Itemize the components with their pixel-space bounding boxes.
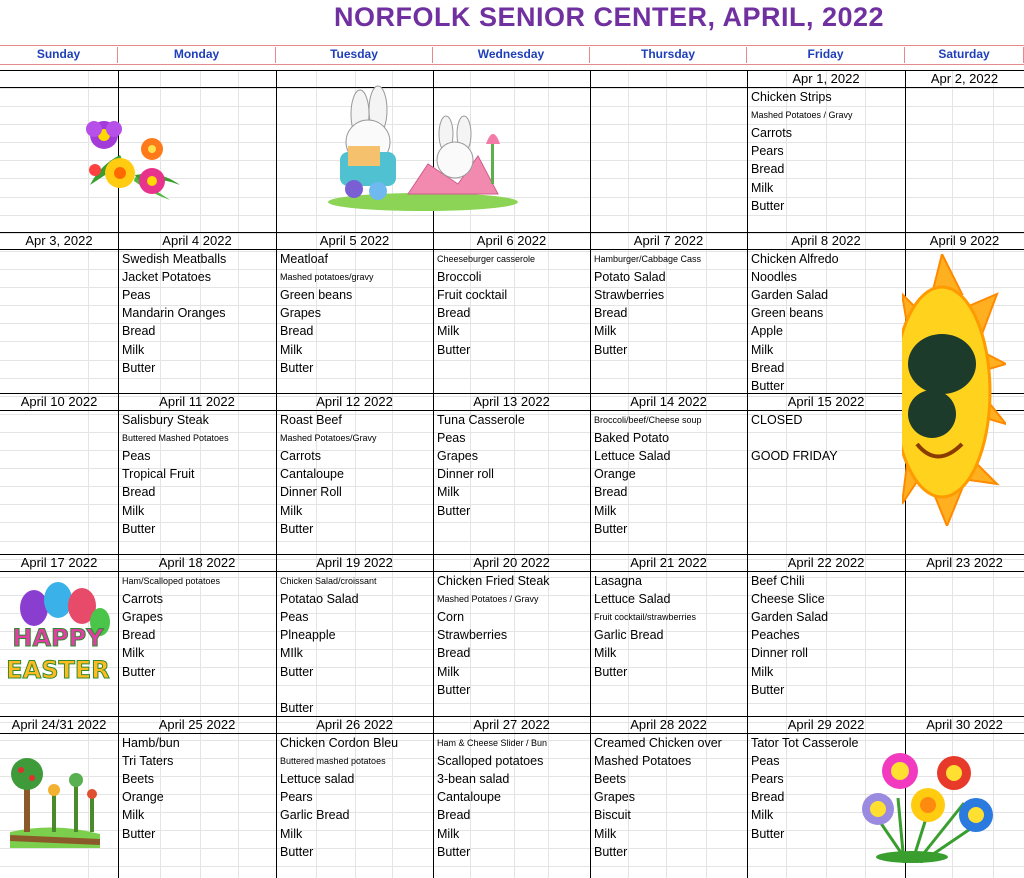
menu-item: Cantaloupe — [437, 790, 501, 805]
menu-item: Garlic Bread — [594, 628, 664, 643]
date-label: April 29 2022 — [787, 717, 865, 732]
menu-item: Peas — [437, 431, 466, 446]
menu-item: Orange — [594, 467, 636, 482]
grid-line — [0, 287, 1024, 288]
svg-text:EASTER: EASTER — [6, 656, 110, 684]
menu-item: Bread — [437, 646, 471, 661]
menu-item: Mashed Potatoes / Gravy — [751, 110, 853, 121]
menu-item: Butter — [280, 700, 314, 715]
menu-item: Milk — [122, 646, 145, 661]
menu-item: Mashed potatoes/gravy — [280, 272, 374, 283]
menu-item: Scalloped potatoes — [437, 754, 544, 769]
menu-item: Noodles — [751, 270, 797, 285]
menu-item: Roast Beef — [280, 413, 342, 427]
menu-item: Ham/Scalloped potatoes — [122, 576, 221, 586]
menu-item: Milk — [280, 342, 303, 357]
menu-item: Hamb/bun — [122, 736, 180, 750]
menu-item: Pears — [751, 144, 784, 159]
date-label: April 13 2022 — [473, 394, 550, 409]
menu-item: Peas — [122, 449, 151, 464]
date-label: April 25 2022 — [158, 717, 236, 732]
menu-item: Bread — [594, 485, 628, 500]
menu-item: Milk — [437, 826, 460, 841]
menu-item: Dinner roll — [437, 467, 494, 482]
menu-item: Milk — [594, 503, 617, 518]
menu-item: Potatao Salad — [280, 592, 359, 607]
date-label: Apr 1, 2022 — [792, 71, 860, 86]
date-label: April 6 2022 — [476, 233, 547, 248]
menu-item: Milk — [280, 826, 303, 841]
date-label: April 23 2022 — [926, 555, 1003, 570]
menu-item: GOOD FRIDAY — [751, 449, 838, 464]
date-label: April 10 2022 — [20, 394, 98, 409]
menu-item: Butter — [280, 360, 314, 375]
menu-item: Jacket Potatoes — [122, 270, 211, 285]
menu-item: Butter — [122, 664, 156, 679]
menu-item: Chicken Fried Steak — [437, 574, 550, 588]
menu-item: Biscuit — [594, 808, 631, 823]
menu-item: Butter — [751, 826, 785, 841]
menu-item: Meatloaf — [280, 252, 328, 266]
menu-item: Bread — [437, 306, 471, 321]
date-label: April 24/31 2022 — [11, 717, 107, 732]
menu-item: Bread — [280, 324, 314, 339]
menu-item: Grapes — [437, 449, 478, 464]
menu-item: Milk — [594, 826, 617, 841]
grid-line — [826, 70, 827, 878]
menu-item: Beets — [122, 772, 154, 787]
menu-item: Lettuce Salad — [594, 592, 671, 607]
menu-item: Pears — [751, 772, 784, 787]
menu-item: Grapes — [122, 610, 163, 625]
menu-item: Peas — [280, 610, 309, 625]
menu-item: Orange — [122, 790, 164, 805]
day-header-sunday: Sunday — [0, 47, 118, 63]
menu-item: Bread — [751, 360, 785, 375]
menu-item: Hamburger/Cabbage Cass — [594, 254, 702, 264]
menu-item: Garlic Bread — [280, 808, 350, 823]
menu-item: Buttered mashed potatoes — [280, 756, 386, 767]
menu-item: Peaches — [751, 628, 800, 643]
date-label: April 20 2022 — [473, 555, 550, 570]
menu-item: Butter — [122, 360, 156, 375]
date-label: April 21 2022 — [630, 555, 707, 570]
menu-item: Chicken Salad/croissant — [280, 576, 377, 586]
menu-item: Milk — [122, 808, 145, 823]
grid-line — [0, 450, 1024, 451]
menu-item: Milk — [122, 342, 145, 357]
menu-item: Bread — [437, 808, 471, 823]
menu-item: Milk — [437, 324, 460, 339]
menu-item: Milk — [122, 503, 145, 518]
menu-item: Fruit cocktail — [437, 288, 508, 303]
day-header-thursday: Thursday — [590, 47, 747, 63]
menu-item: Garden Salad — [751, 288, 829, 303]
menu-item: Carrots — [122, 592, 163, 607]
date-label: April 26 2022 — [316, 717, 393, 732]
menu-item: Green beans — [280, 288, 353, 303]
menu-item: Creamed Chicken over — [594, 736, 722, 750]
menu-item: Baked Potato — [594, 431, 670, 446]
menu-item: Mandarin Oranges — [122, 306, 226, 321]
menu-item: Tator Tot Casserole — [751, 736, 859, 750]
grid-line — [200, 70, 201, 878]
menu-item: Milk — [594, 646, 617, 661]
menu-item: Dinner roll — [751, 646, 808, 661]
date-label: April 14 2022 — [630, 394, 707, 409]
menu-item: Ham & Cheese Slider / Bun — [437, 738, 548, 748]
menu-item: Bread — [751, 162, 785, 177]
grid-line — [0, 685, 1024, 686]
column-border — [590, 70, 591, 878]
menu-item: Bread — [751, 790, 785, 805]
menu-item: Butter — [751, 682, 785, 697]
menu-item: Butter — [280, 844, 314, 859]
menu-item: Grapes — [594, 790, 635, 805]
menu-item: Lettuce salad — [280, 772, 355, 787]
date-label: April 8 2022 — [791, 233, 861, 248]
date-label: April 17 2022 — [20, 555, 98, 570]
date-label: Apr 3, 2022 — [25, 233, 93, 248]
menu-item: Plneapple — [280, 628, 336, 643]
grid-line — [0, 703, 1024, 704]
menu-item: Apple — [751, 324, 783, 339]
date-label: April 7 2022 — [633, 233, 704, 248]
menu-item: Milk — [437, 664, 460, 679]
menu-item: Milk — [751, 180, 774, 195]
menu-item: Beef Chili — [751, 574, 805, 588]
grid-line — [0, 649, 1024, 650]
date-label: April 18 2022 — [158, 555, 236, 570]
menu-item: Pears — [280, 790, 313, 805]
day-header-friday: Friday — [747, 47, 905, 63]
menu-item: Garden Salad — [751, 610, 829, 625]
bunnies-clipart — [318, 84, 522, 212]
happy-easter-clipart — [6, 580, 110, 698]
svg-text:HAPPY: HAPPY — [12, 624, 104, 652]
menu-item: Butter — [594, 521, 628, 536]
date-label: April 22 2022 — [787, 555, 865, 570]
menu-item: Bread — [594, 306, 628, 321]
menu-item: Mashed Potatoes/Gravy — [280, 433, 377, 444]
menu-item: Butter — [594, 844, 628, 859]
menu-item: Butter — [122, 826, 156, 841]
menu-item: Tuna Casserole — [437, 413, 525, 427]
grid-line — [0, 541, 1024, 542]
menu-item: Bread — [122, 628, 156, 643]
smiley-flowers-clipart — [854, 753, 1004, 863]
date-label: Apr 2, 2022 — [930, 71, 999, 86]
menu-item: Chicken Cordon Bleu — [280, 736, 399, 750]
menu-item: Carrots — [280, 449, 321, 464]
date-label: April 27 2022 — [473, 717, 550, 732]
menu-item: Swedish Meatballs — [122, 252, 227, 266]
menu-item: Green beans — [751, 306, 824, 321]
date-label: April 4 2022 — [162, 233, 232, 248]
menu-item: Bread — [122, 324, 156, 339]
menu-item: Cantaloupe — [280, 467, 344, 482]
menu-item: Tri Taters — [122, 754, 174, 769]
menu-item: Dinner Roll — [280, 485, 342, 500]
menu-item: Butter — [594, 664, 628, 679]
grid-line — [238, 70, 239, 878]
menu-item: Tropical Fruit — [122, 467, 195, 482]
hibiscus-clipart — [80, 115, 185, 203]
day-header-saturday: Saturday — [905, 47, 1024, 63]
menu-item: Beets — [594, 772, 626, 787]
menu-item: Milk — [280, 503, 303, 518]
date-label: April 12 2022 — [316, 394, 393, 409]
menu-item: Butter — [437, 844, 471, 859]
menu-item: Strawberries — [437, 628, 508, 643]
date-label: April 15 2022 — [787, 394, 865, 409]
grid-line — [0, 341, 1024, 342]
grid-line — [548, 70, 549, 878]
menu-item: Milk — [437, 485, 460, 500]
menu-item: Mashed Potatoes / Gravy — [437, 594, 539, 605]
menu-item: Cheeseburger casserole — [437, 254, 536, 264]
grid-line — [0, 378, 1024, 379]
day-header-wednesday: Wednesday — [433, 47, 590, 63]
menu-item: Butter — [437, 342, 471, 357]
menu-item: Milk — [751, 808, 774, 823]
menu-item: Peas — [122, 288, 151, 303]
menu-item: Cheese Slice — [751, 592, 825, 607]
sun-clipart — [902, 254, 1006, 526]
grid-line — [0, 215, 1024, 216]
menu-item: Chicken Strips — [751, 90, 832, 104]
date-label: April 28 2022 — [630, 717, 707, 732]
grid-line — [786, 70, 787, 878]
menu-item: CLOSED — [751, 413, 803, 427]
menu-item: Butter — [280, 521, 314, 536]
garden-clipart — [10, 752, 100, 848]
column-border — [747, 70, 748, 878]
menu-item: Carrots — [751, 126, 792, 141]
menu-item: Butter — [751, 198, 785, 213]
menu-item: Peas — [751, 754, 780, 769]
menu-item: Mashed Potatoes — [594, 754, 692, 769]
menu-item: Butter — [437, 503, 471, 518]
day-header-monday: Monday — [118, 47, 276, 63]
menu-item: Butter — [751, 378, 785, 393]
menu-item: Butter — [437, 682, 471, 697]
menu-item: Corn — [437, 610, 465, 625]
date-label: April 5 2022 — [319, 233, 390, 248]
menu-item: Milk — [594, 324, 617, 339]
menu-item: Chicken Alfredo — [751, 252, 839, 266]
date-label: April 9 2022 — [929, 233, 1000, 248]
menu-item: Potato Salad — [594, 270, 666, 285]
menu-item: Lasagna — [594, 574, 642, 588]
menu-item: Broccoli — [437, 270, 482, 285]
menu-item: Butter — [122, 521, 156, 536]
menu-item: Strawberries — [594, 288, 665, 303]
date-label: April 11 2022 — [159, 394, 235, 409]
menu-item: Salisbury Steak — [122, 413, 209, 427]
menu-item: Milk — [751, 342, 774, 357]
grid-line — [0, 866, 1024, 867]
menu-item: Butter — [594, 342, 628, 357]
menu-item: Broccoli/beef/Cheese soup — [594, 415, 702, 425]
menu-item: 3-bean salad — [437, 772, 510, 787]
page-title: NORFOLK SENIOR CENTER, APRIL, 2022 — [333, 2, 885, 32]
menu-item: Butter — [280, 664, 314, 679]
menu-item: Lettuce Salad — [594, 449, 671, 464]
grid-line — [0, 504, 1024, 505]
menu-item: Grapes — [280, 306, 321, 321]
column-border — [276, 70, 277, 878]
menu-item: MIlk — [280, 646, 303, 661]
date-label: April 19 2022 — [316, 555, 393, 570]
menu-item: Bread — [122, 485, 156, 500]
grid-line — [706, 70, 707, 878]
day-header-tuesday: Tuesday — [276, 47, 433, 63]
menu-item: Buttered Mashed Potatoes — [122, 433, 229, 444]
menu-item: Fruit cocktail/strawberries — [594, 612, 697, 623]
menu-item: Milk — [751, 664, 774, 679]
date-label: April 30 2022 — [926, 717, 1003, 732]
